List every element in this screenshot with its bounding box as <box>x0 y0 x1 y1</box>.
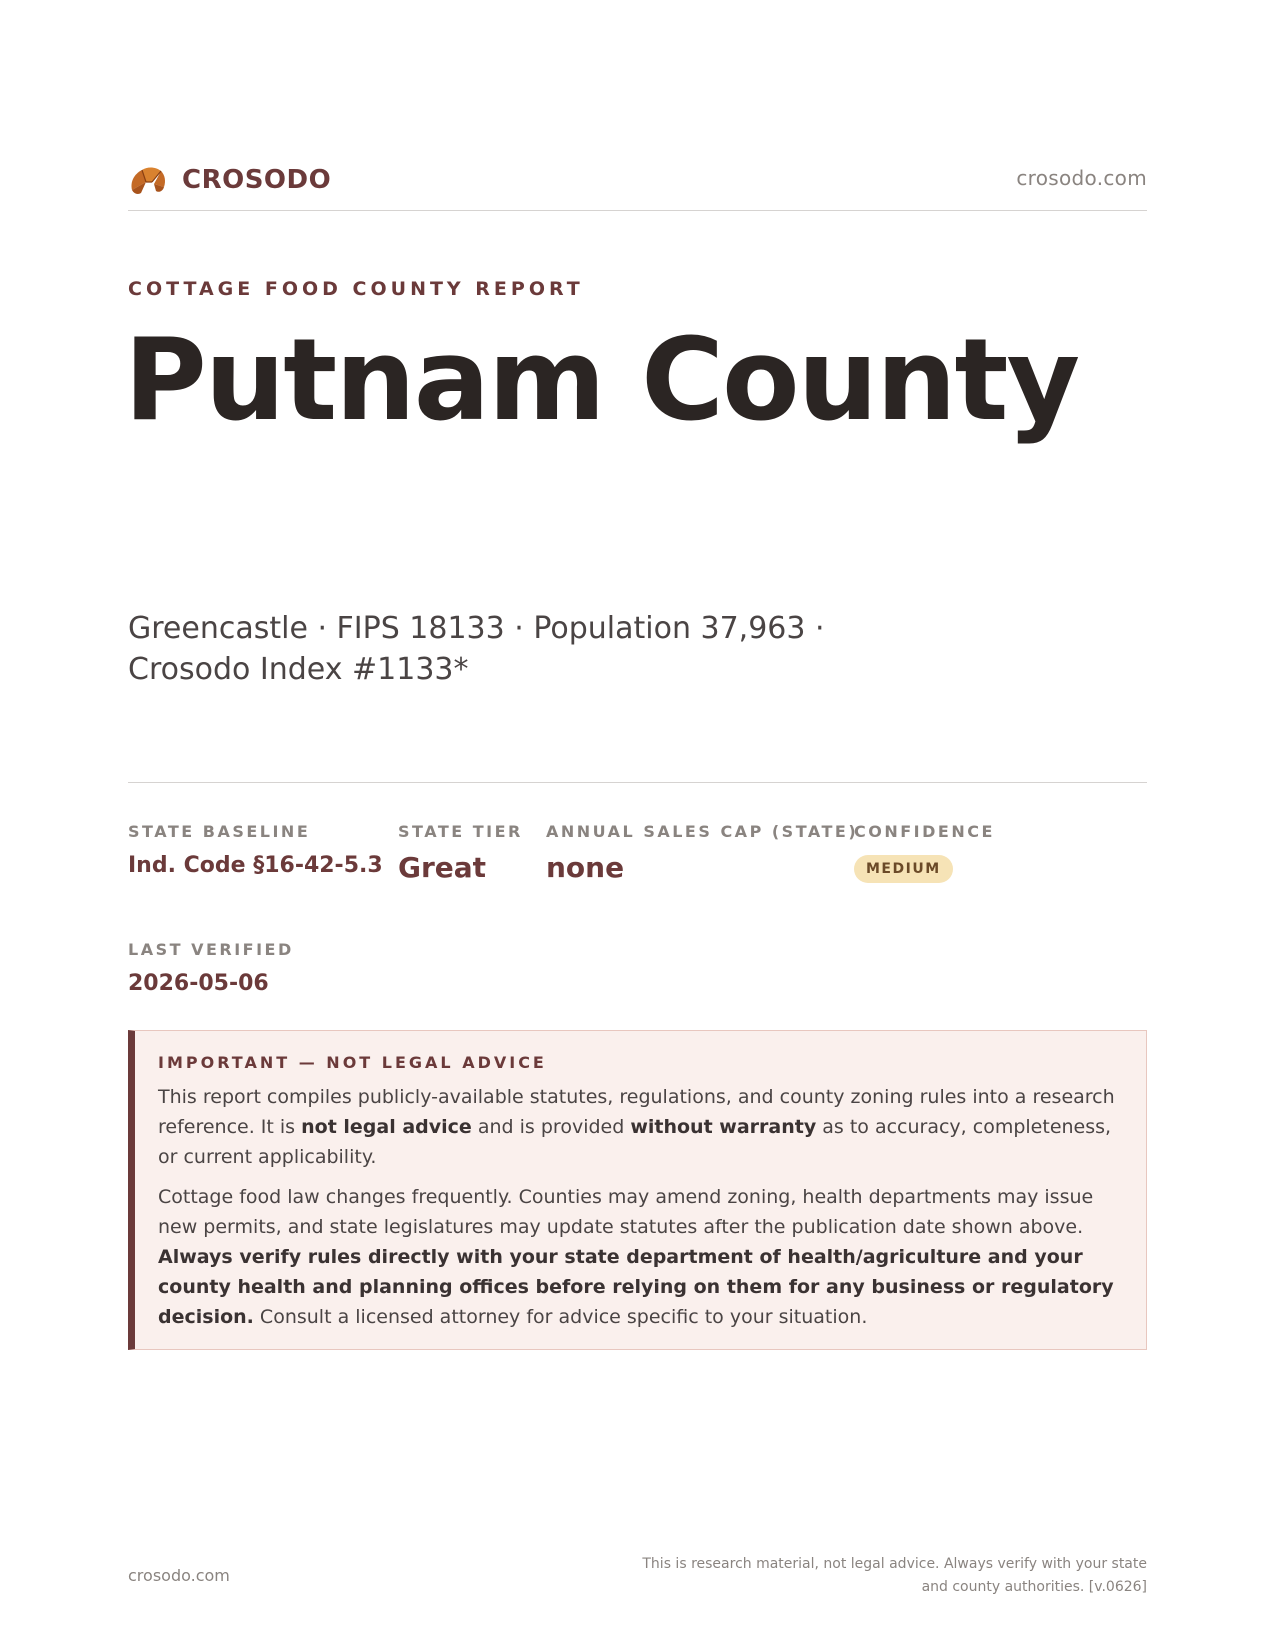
notice-emphasis: not legal advice <box>301 1116 472 1138</box>
report-page <box>124 0 1147 1650</box>
footer-disclaimer: This is research material, not legal advice. Always verify with your state and county authorities. [v.0626] <box>642 1556 1147 1595</box>
notice-text: Cottage food law changes frequently. Counties may amend zoning, health departments may issue new permits, and state legislatures may update statutes after the publication date shown above. <box>158 1186 1094 1238</box>
stat-sales-cap <box>546 822 858 884</box>
report-eyebrow: COTTAGE FOOD COUNTY REPORT <box>128 278 584 300</box>
stat-confidence <box>854 822 995 883</box>
brand <box>128 160 331 200</box>
stat-label: STATE TIER <box>398 822 523 841</box>
legal-notice <box>128 1030 1147 1350</box>
stat-label: STATE BASELINE <box>128 822 311 841</box>
notice-text: as to accuracy, completeness, or current applicability. <box>158 1116 1112 1168</box>
stat-label: ANNUAL SALES CAP (STATE) <box>546 822 859 841</box>
notice-text: Consult a licensed attorney for advice specific to your situation. <box>253 1306 868 1328</box>
stat-label: CONFIDENCE <box>854 822 995 841</box>
notice-emphasis: without warranty <box>630 1116 817 1138</box>
croissant-icon <box>128 160 168 200</box>
brand-name: CROSODO <box>182 165 332 195</box>
notice-heading: IMPORTANT — NOT LEGAL ADVICE <box>158 1053 547 1072</box>
stat-value: none <box>546 851 625 884</box>
notice-text: This report compiles publicly-available statutes, regulations, and county zoning rules into a research reference. It is <box>158 1086 1115 1138</box>
notice-emphasis: Always verify rules directly with your state department of health/agriculture and your county health and planning offices before relying on them for any business or regulatory decision. <box>158 1246 1114 1328</box>
stat-state-baseline <box>128 822 383 878</box>
page-header <box>128 158 1147 211</box>
footer-site[interactable]: crosodo.com <box>128 1566 230 1585</box>
stat-state-tier <box>398 822 523 884</box>
stat-value: 2026-05-06 <box>128 971 269 996</box>
county-summary: Greencastle · FIPS 18133 · Population 37,963 · Crosodo Index #1133* <box>128 611 825 687</box>
notice-text: and is provided <box>471 1116 631 1138</box>
divider <box>128 782 1147 783</box>
stat-value: Great <box>398 851 487 884</box>
page-title: Putnam County <box>124 314 1079 446</box>
stat-label: LAST VERIFIED <box>128 940 294 959</box>
site-url[interactable]: crosodo.com <box>1016 166 1147 190</box>
notice-paragraph-2 <box>158 1182 1122 1332</box>
confidence-badge: MEDIUM <box>854 855 953 883</box>
notice-paragraph-1 <box>158 1082 1122 1172</box>
stat-last-verified <box>128 940 294 996</box>
stat-value: Ind. Code §16-42-5.3 <box>128 853 383 878</box>
